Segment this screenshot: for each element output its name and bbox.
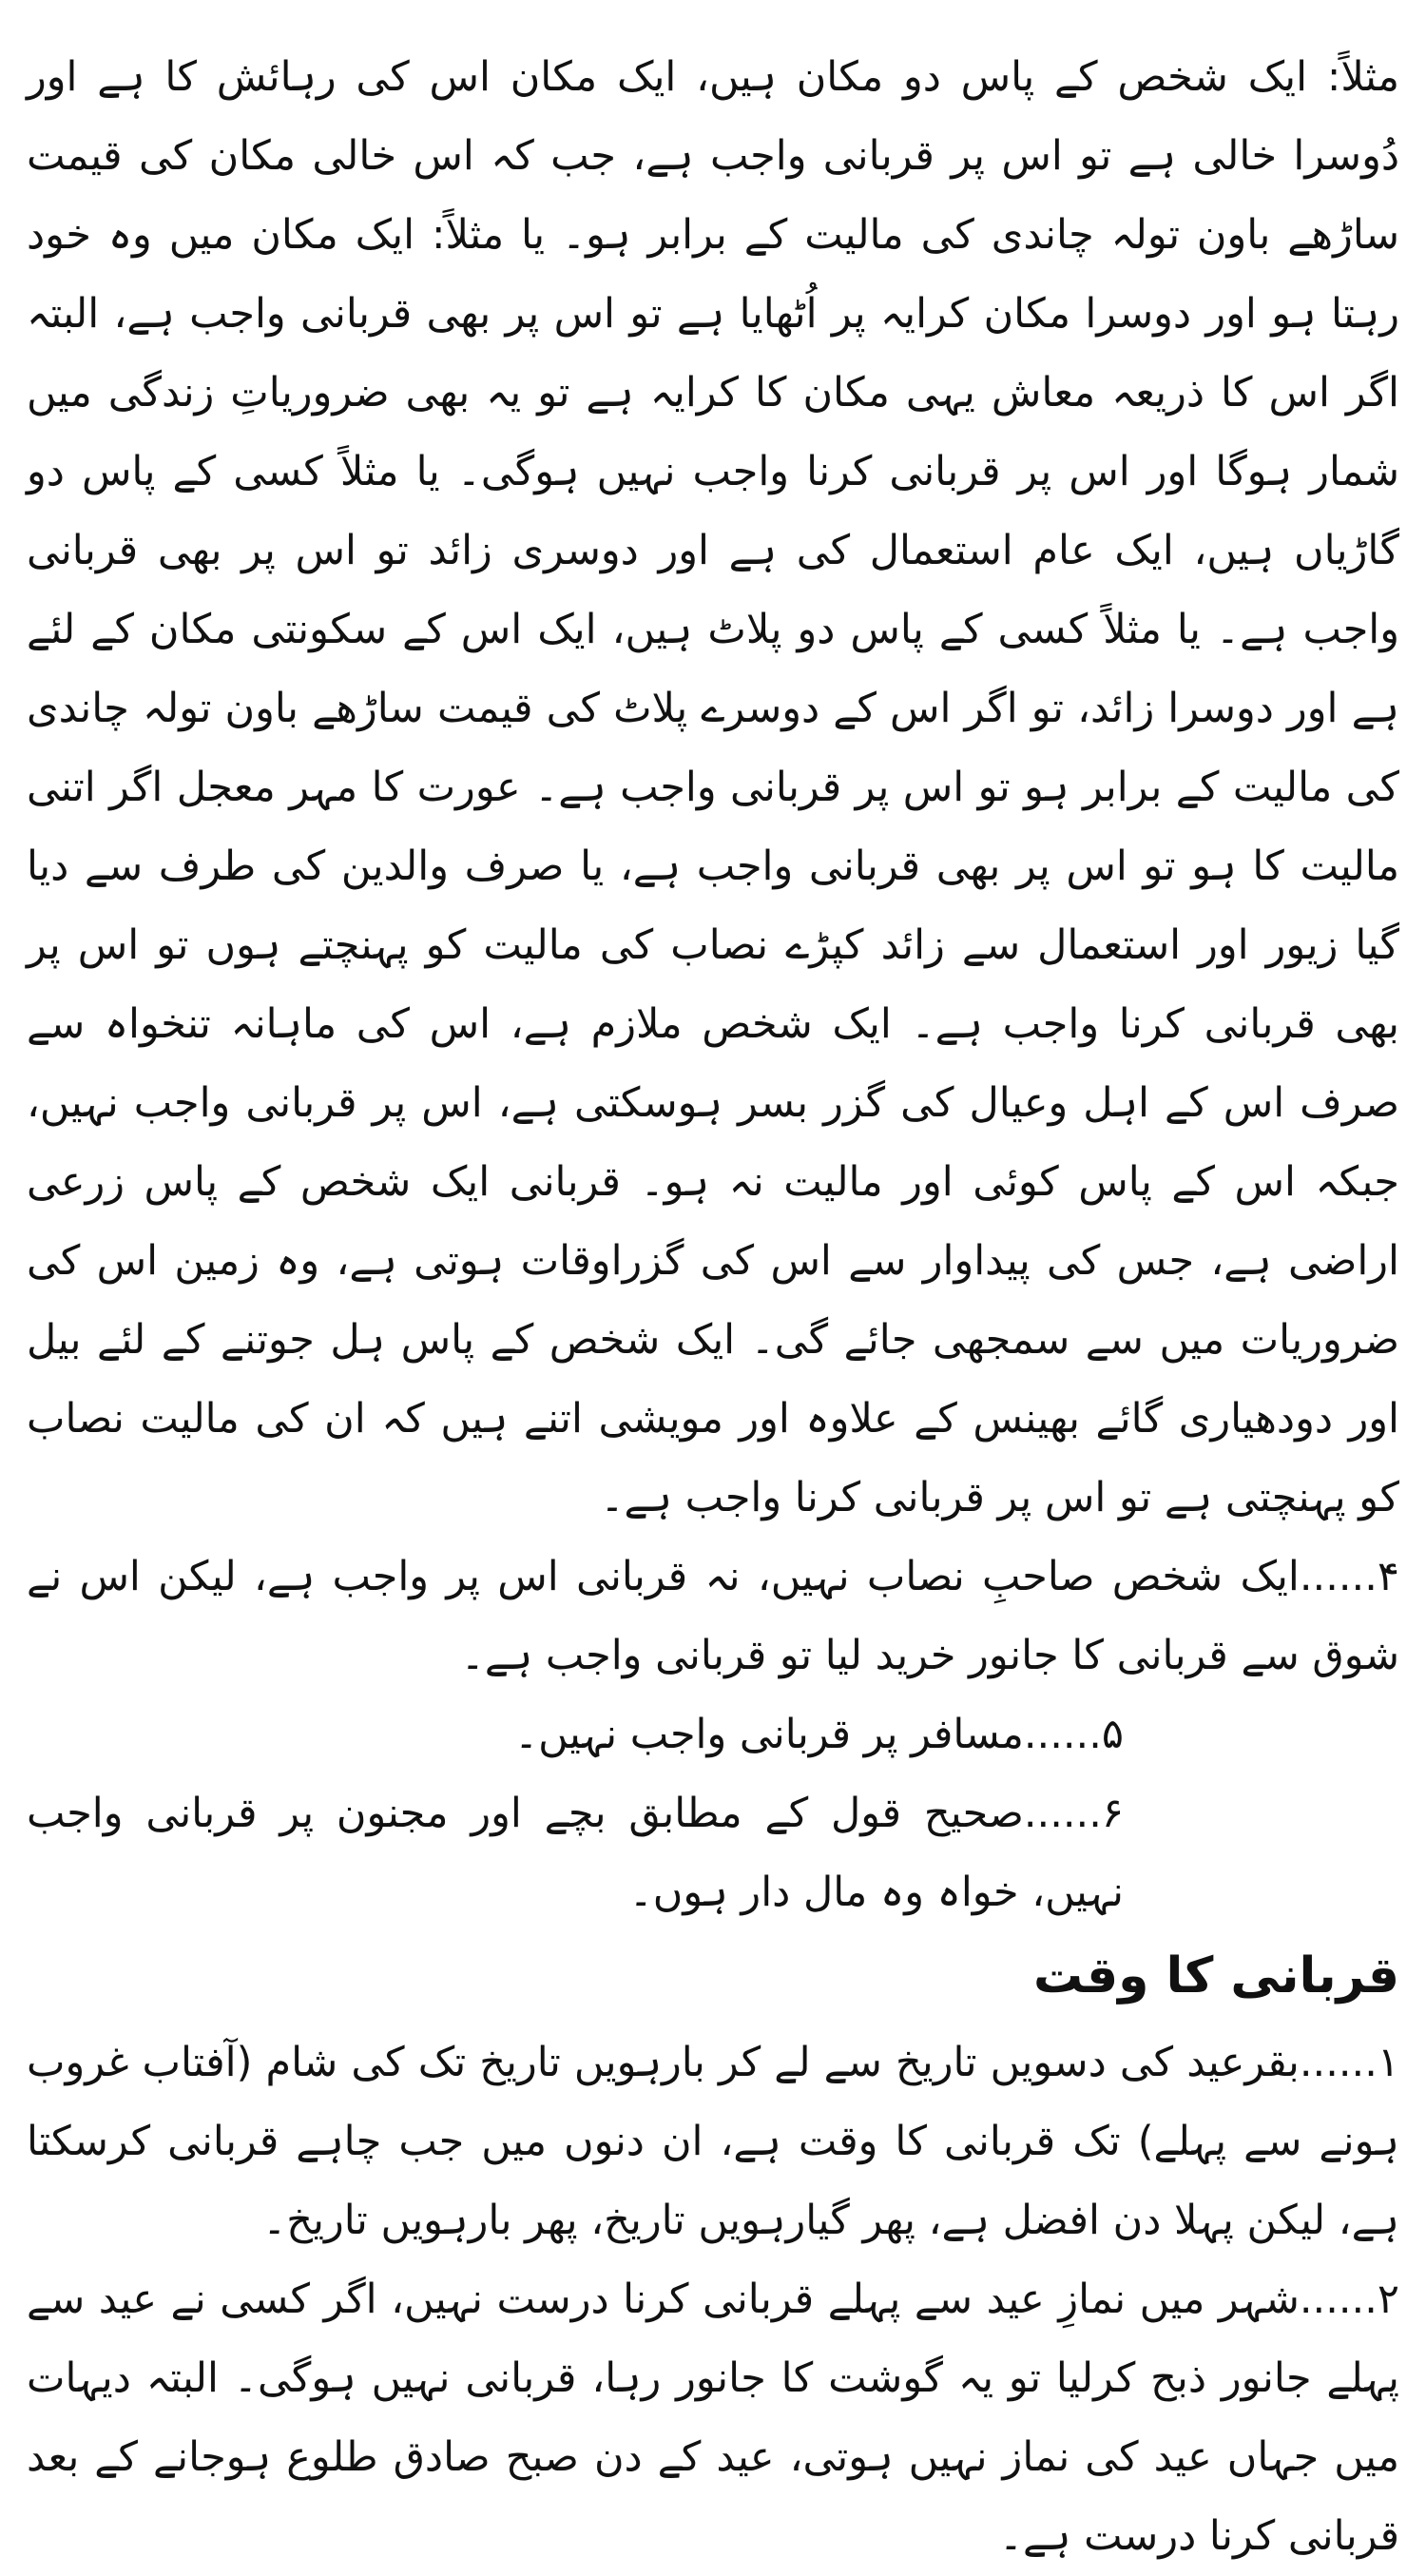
list-item-6	[27, 1774, 1399, 1932]
item-number: ۴	[1377, 1553, 1399, 1600]
list-item-4	[27, 1538, 1399, 1695]
item-number: ۶	[1101, 1790, 1124, 1837]
item-text: ......صحیح قول کے مطابق بچے اور مجنون پر قربانی واجب نہیں، خواہ وہ مال دار ہوں۔	[27, 1790, 1124, 1916]
list-item-2	[27, 2260, 1399, 2576]
list-item-1	[27, 2024, 1399, 2260]
document-page	[27, 38, 1399, 2560]
item-number: ۱	[1377, 2039, 1399, 2086]
item-text: ......ایک شخص صاحبِ نصاب نہیں، نہ قربانی اس پر واجب ہے، لیکن اس نے شوق سے قربانی کا جانور خرید لیا تو قربانی واجب ہے۔	[27, 1553, 1399, 1679]
section-heading: قربانی کا وقت	[1033, 1947, 1399, 2005]
item-text: ......مسافر پر قربانی واجب نہیں۔	[513, 1711, 1102, 1758]
intro-paragraph: مثلاً: ایک شخص کے پاس دو مکان ہیں، ایک مکان اس کی رہائش کا ہے اور دُوسرا خالی ہے تو اس پر قربانی واجب ہے، جب کہ اس خالی مکان کی قیمت ساڑھے باون تولہ چاندی کی مالیت کے برابر ہو۔ یا مثلاً: ایک مکان میں وہ خود رہتا ہو اور دوسرا مکان کرایہ پر اُٹھایا ہے تو اس پر بھی قربانی واجب ہے، البتہ اگر اس کا ذریعہ معاش یہی مکان کا کرایہ ہے تو یہ بھی ضروریاتِ زندگی میں شمار ہوگا اور اس پر قربانی کرنا واجب نہیں ہوگی۔ یا مثلاً کسی کے پاس دو گاڑیاں ہیں، ایک عام استعمال کی ہے اور دوسری زائد تو اس پر بھی قربانی واجب ہے۔ یا مثلاً کسی کے پاس دو پلاٹ ہیں، ایک اس کے سکونتی مکان کے لئے ہے اور دوسرا زائد، تو اگر اس کے دوسرے پلاٹ کی قیمت ساڑھے باون تولہ چاندی کی مالیت کے برابر ہو تو اس پر قربانی واجب ہے۔ عورت کا مہر معجل اگر اتنی مالیت کا ہو تو اس پر بھی قربانی واجب ہے، یا صرف والدین کی طرف سے دیا گیا زیور اور استعمال سے زائد کپڑے نصاب کی مالیت کو پہنچتے ہوں تو اس پر بھی قربانی کرنا واجب ہے۔ ایک شخص ملازم ہے، اس کی ماہانہ تنخواہ سے صرف اس کے اہل وعیال کی گزر بسر ہوسکتی ہے، اس پر قربانی واجب نہیں، جبکہ اس کے پاس کوئی اور مالیت نہ ہو۔ قربانی ایک شخص کے پاس زرعی اراضی ہے، جس کی پیداوار سے اس کی گزراوقات ہوتی ہے، وہ زمین اس کی ضروریات میں سے سمجھی جائے گی۔ ایک شخص کے پاس ہل جوتنے کے لئے بیل اور دودھیاری گائے بھینس کے علاوہ اور مویشی اتنے ہیں کہ ان کی مالیت نصاب کو پہنچتی ہے تو اس پر قربانی کرنا واجب ہے۔	[27, 53, 1399, 1521]
item-number: ۵	[1101, 1711, 1124, 1758]
item-text: ......بقرعید کی دسویں تاریخ سے لے کر بارہویں تاریخ تک کی شام (آفتاب غروب ہونے سے پہلے) تک قربانی کا وقت ہے، ان دنوں میں جب چاہے قربانی کرسکتا ہے، لیکن پہلا دن افضل ہے، پھر گیارہویں تاریخ، پھر بارہویں تاریخ۔	[27, 2039, 1399, 2244]
item-text: ......شہر میں نمازِ عید سے پہلے قربانی کرنا درست نہیں، اگر کسی نے عید سے پہلے جانور ذبح کرلیا تو یہ گوشت کا جانور رہا، قربانی نہیں ہوگی۔ البتہ دیہات میں جہاں عید کی نماز نہیں ہوتی، عید کے دن صبح صادق طلوع ہوجانے کے بعد قربانی کرنا درست ہے۔	[27, 2276, 1399, 2560]
item-number: ۲	[1377, 2276, 1399, 2323]
list-item-5	[27, 1695, 1399, 1774]
